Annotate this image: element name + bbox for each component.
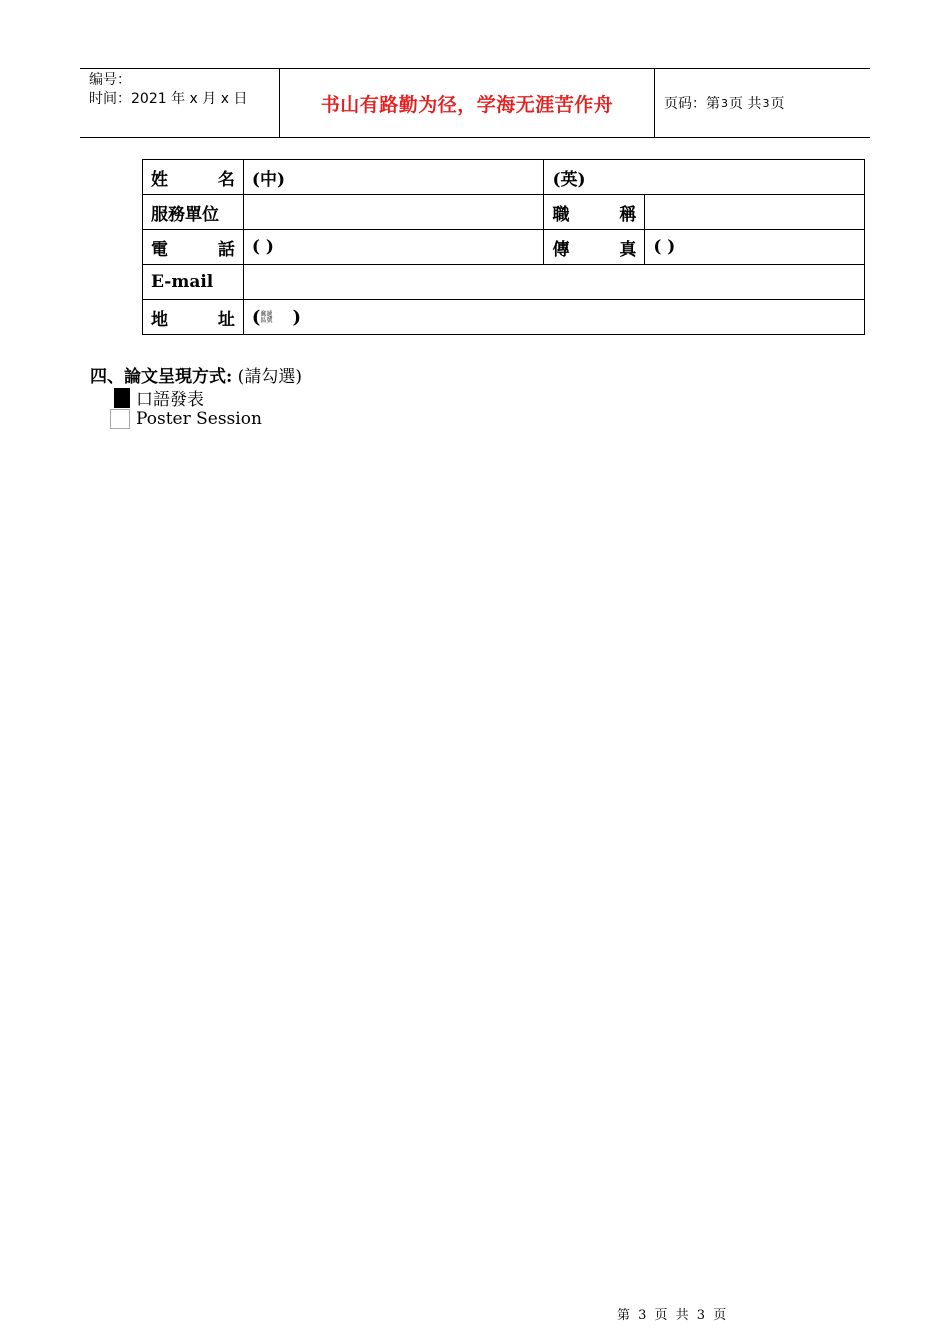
page-current: 3	[721, 96, 728, 110]
name-en-field[interactable]: (英)	[544, 160, 865, 195]
address-field[interactable]	[243, 300, 864, 335]
page-suffix: 页	[770, 96, 785, 112]
email-field[interactable]	[243, 265, 864, 300]
phone-label: 電 話	[143, 230, 244, 265]
checkbox-empty-icon[interactable]	[110, 409, 130, 429]
option-poster[interactable]	[110, 409, 262, 429]
address-row	[143, 300, 865, 335]
page-prefix: 页码：第	[664, 96, 720, 112]
postal-code-hint: 郵遞 區號	[260, 311, 273, 324]
option-oral[interactable]	[110, 385, 204, 410]
email-row	[143, 265, 865, 300]
time-label: 时间：2021 年 x 月 x 日	[89, 91, 248, 107]
option-oral-label: 口語發表	[136, 390, 204, 410]
phone-row	[143, 230, 865, 265]
unit-row	[143, 195, 865, 230]
section-title: 四、論文呈現方式:	[90, 367, 233, 387]
registration-form-table	[142, 159, 865, 335]
section-note: (請勾選)	[232, 367, 302, 387]
header-page-info	[655, 69, 870, 137]
title-label: 職 稱	[544, 195, 645, 230]
name-label: 姓 名	[143, 160, 244, 195]
page-total: 3	[762, 96, 770, 110]
address-open-paren: (	[251, 306, 261, 328]
header-meta	[80, 69, 280, 137]
address-label: 地 址	[143, 300, 244, 335]
name-row	[143, 160, 865, 195]
title-field[interactable]	[645, 195, 865, 230]
unit-field[interactable]	[243, 195, 544, 230]
section-presentation-heading	[90, 362, 302, 387]
page-header	[80, 68, 870, 138]
option-poster-label: Poster Session	[136, 409, 262, 429]
number-label: 编号：	[89, 72, 131, 88]
email-label: E-mail	[143, 265, 244, 300]
address-close-paren: )	[292, 306, 301, 328]
unit-label: 服務單位	[143, 195, 244, 230]
fax-label: 傳 真	[544, 230, 645, 265]
phone-field[interactable]: ( )	[243, 230, 544, 265]
page-footer: 第 3 页 共 3 页	[617, 1308, 729, 1323]
name-cn-field[interactable]: (中)	[243, 160, 544, 195]
header-motto: 书山有路勤为径，学海无涯苦作舟	[280, 69, 655, 137]
page-mid: 页 共	[729, 96, 762, 112]
fax-field[interactable]: ( )	[645, 230, 865, 265]
checkbox-checked-icon[interactable]	[114, 388, 130, 408]
